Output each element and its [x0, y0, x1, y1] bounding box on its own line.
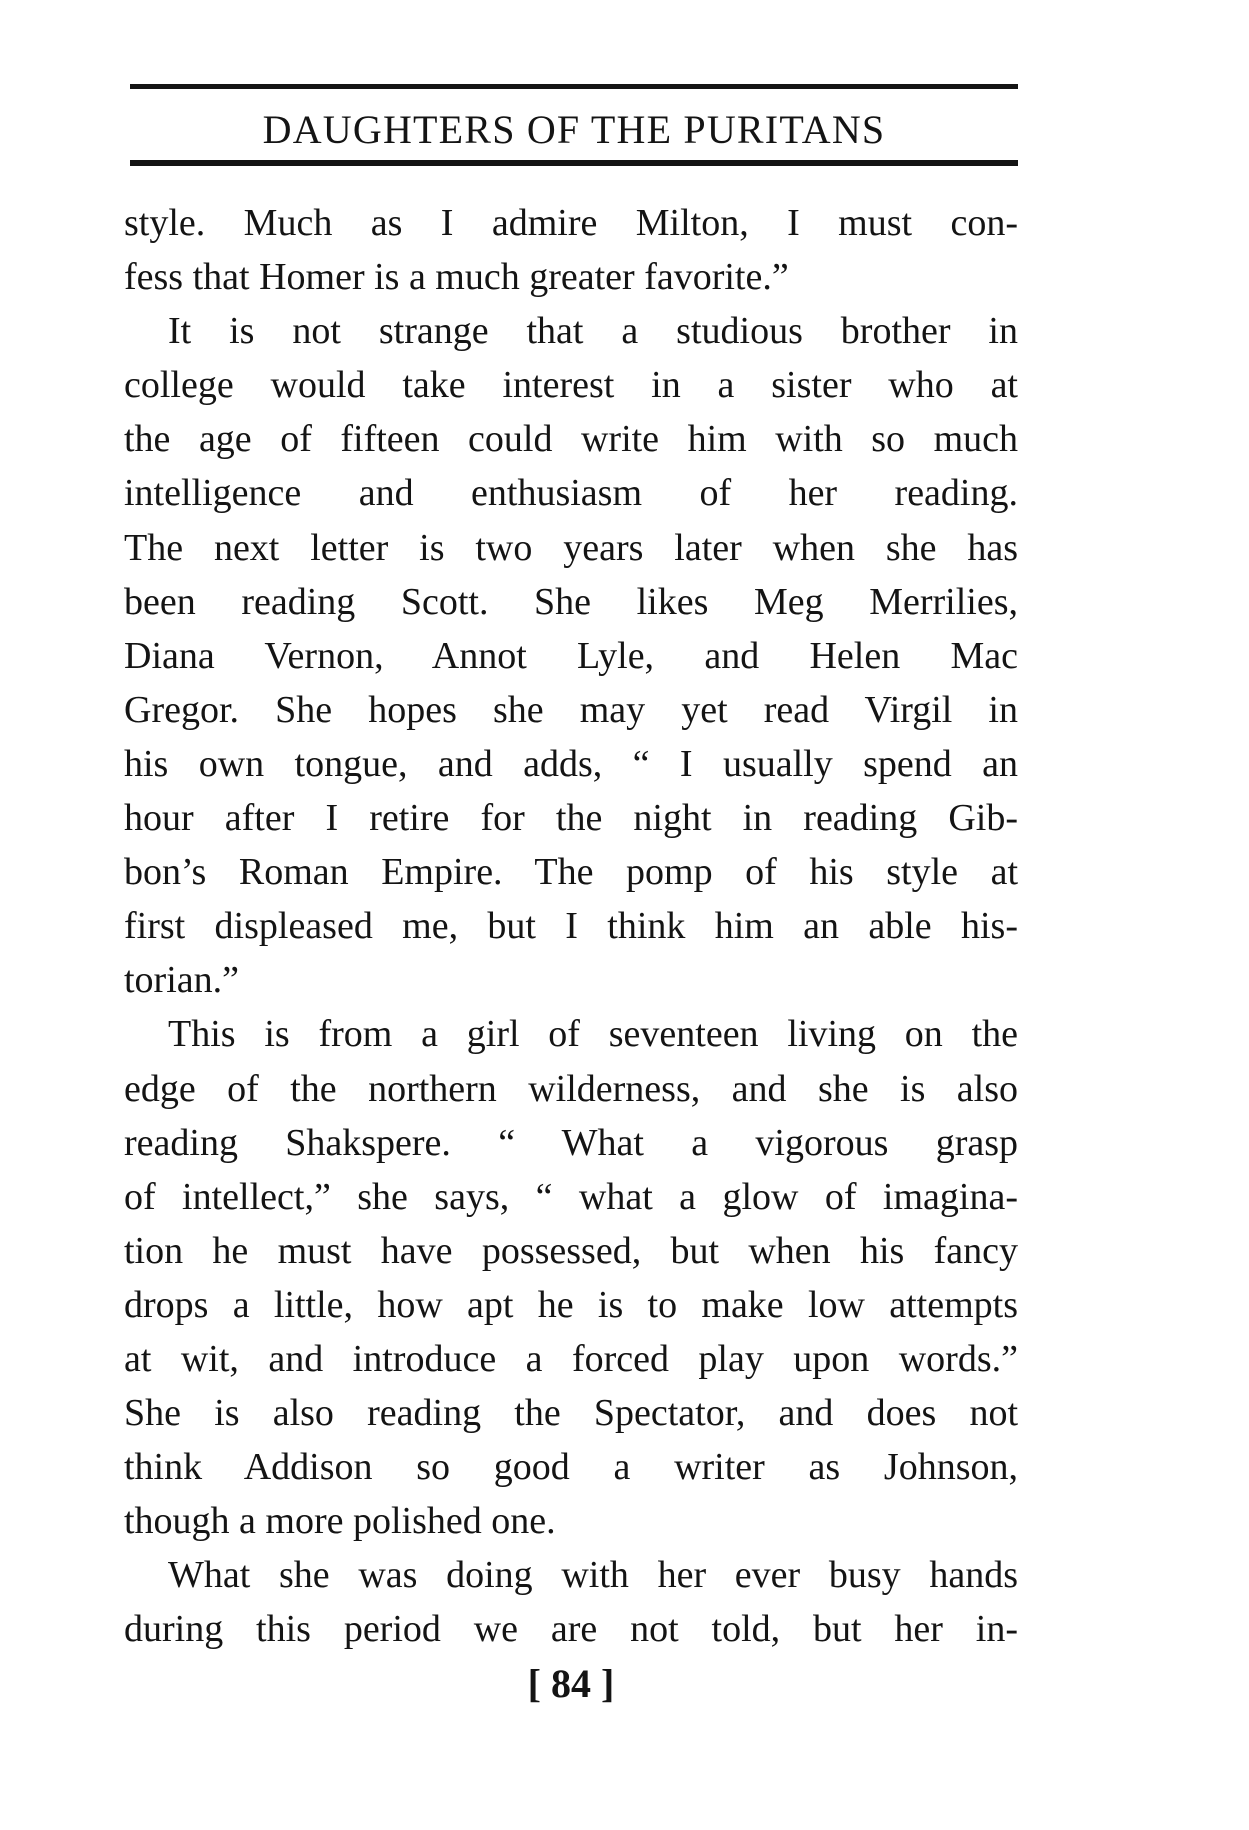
- text-line: Diana Vernon, Annot Lyle, and Helen Mac: [124, 634, 1018, 677]
- text-line: What she was doing with her ever busy hands: [168, 1554, 1018, 1597]
- running-head: DAUGHTERS OF THE PURITANS: [262, 107, 886, 152]
- text-line: at wit, and introduce a forced play upon words.”: [124, 1337, 1018, 1380]
- text-line: drops a little, how apt he is to make low attempts: [124, 1283, 1018, 1326]
- text-line: style. Much as I admire Milton, I must con-: [124, 202, 1018, 244]
- text-line: though a more polished one.: [124, 1500, 556, 1543]
- header-rule-top: [130, 84, 1018, 89]
- text-line: edge of the northern wilderness, and she is also: [124, 1067, 1018, 1110]
- text-line: torian.”: [124, 959, 240, 1002]
- text-line: She is also reading the Spectator, and does not: [124, 1392, 1018, 1435]
- text-line: during this period we are not told, but her in-: [124, 1608, 1018, 1651]
- text-line: fess that Homer is a much greater favorite.”: [124, 256, 789, 299]
- text-line: Gregor. She hopes she may yet read Virgil in: [124, 688, 1018, 731]
- text-line: the age of fifteen could write him with so much: [124, 418, 1018, 461]
- text-line: of intellect,” she says, “ what a glow of imagina-: [124, 1175, 1018, 1218]
- text-line: tion he must have possessed, but when his fancy: [124, 1229, 1018, 1272]
- text-line: It is not strange that a studious brother in: [168, 310, 1018, 353]
- text-line: The next letter is two years later when she has: [124, 526, 1018, 569]
- text-line: his own tongue, and adds, “ I usually spend an: [124, 742, 1018, 785]
- text-line: hour after I retire for the night in reading Gib-: [124, 797, 1018, 840]
- text-line: think Addison so good a writer as Johnson,: [124, 1446, 1018, 1489]
- text-line: reading Shakspere. “ What a vigorous grasp: [124, 1121, 1018, 1164]
- text-line: This is from a girl of seventeen living on the: [168, 1013, 1018, 1056]
- header-rule-bottom: [130, 160, 1018, 166]
- text-line: bon’s Roman Empire. The pomp of his style at: [124, 851, 1018, 894]
- page-number: [ 84 ]: [527, 1661, 615, 1706]
- body-text: [124, 196, 1018, 1657]
- text-line: first displeased me, but I think him an able his-: [124, 905, 1018, 948]
- text-line: intelligence and enthusiasm of her reading.: [124, 472, 1018, 515]
- text-line: college would take interest in a sister who at: [124, 364, 1018, 407]
- book-page: [124, 84, 1018, 1784]
- text-line: been reading Scott. She likes Meg Merrilies,: [124, 580, 1018, 623]
